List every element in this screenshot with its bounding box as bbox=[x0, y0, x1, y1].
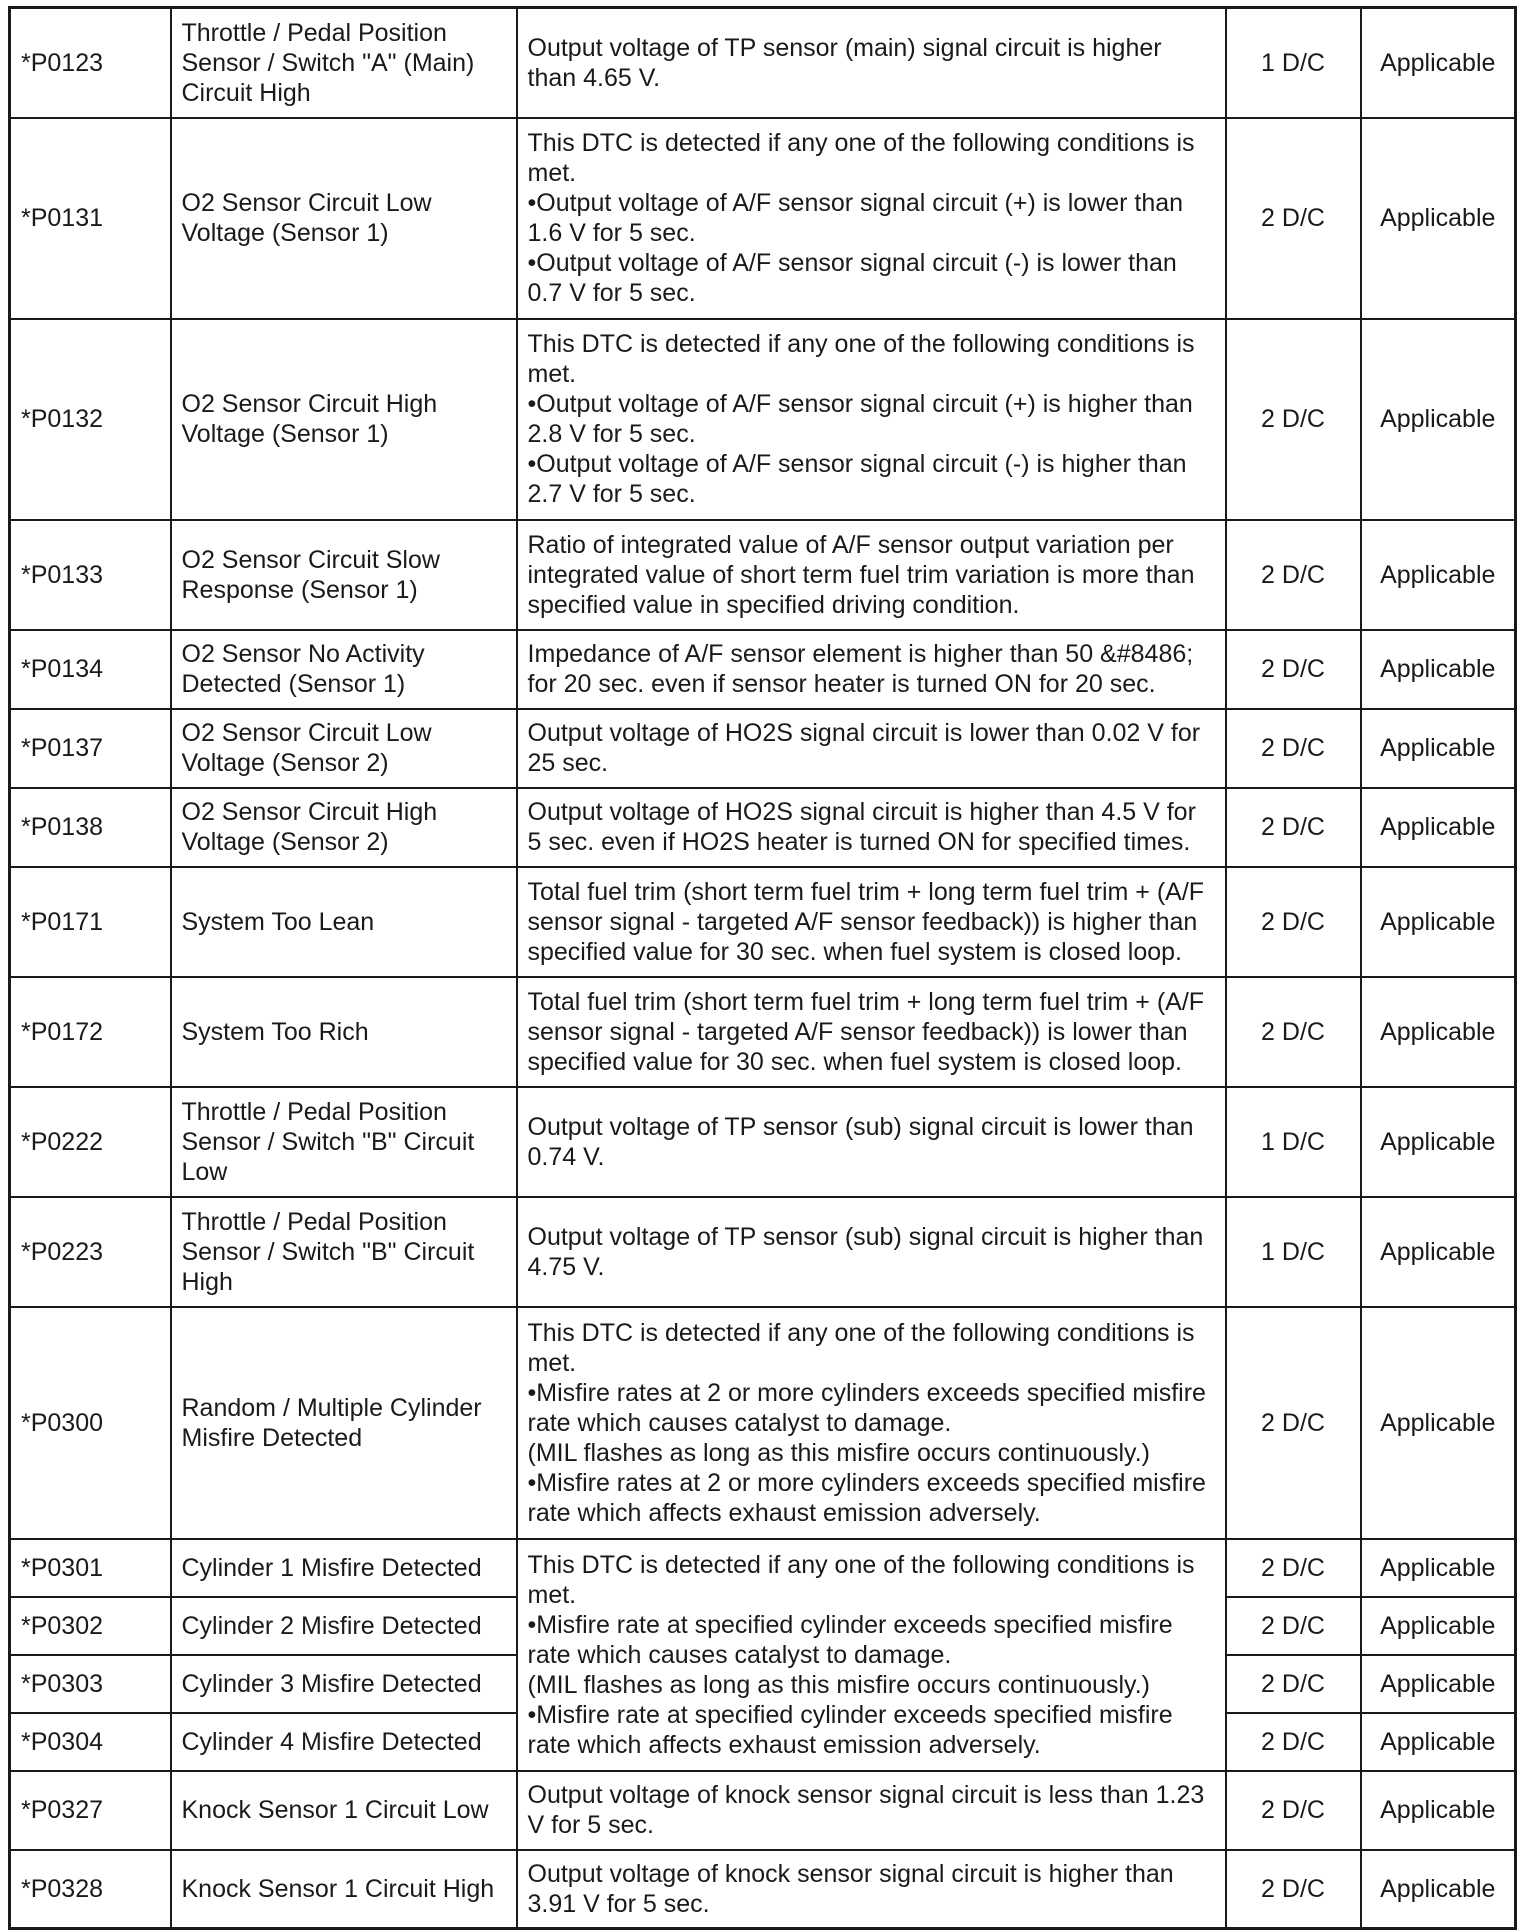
condition-line: (MIL flashes as long as this misfire occurs continuously.) bbox=[527, 1670, 1150, 1699]
dtc-name: System Too Rich bbox=[171, 977, 517, 1087]
detection-condition bbox=[517, 709, 1226, 788]
detection-condition bbox=[517, 1197, 1226, 1307]
dtc-code: *P0301 bbox=[10, 1539, 171, 1597]
trip-count: 2 D/C bbox=[1226, 520, 1361, 630]
condition-line: (MIL flashes as long as this misfire occurs continuously.) bbox=[527, 1438, 1150, 1467]
dtc-name: O2 Sensor Circuit High Voltage (Sensor 2) bbox=[171, 788, 517, 867]
condition-line: •Misfire rates at 2 or more cylinders exceeds specified misfire rate which causes catalyst to damage. bbox=[527, 1378, 1206, 1437]
table-row bbox=[10, 1197, 1516, 1307]
table-row bbox=[10, 1771, 1516, 1850]
condition-line: This DTC is detected if any one of the following conditions is met. bbox=[527, 1318, 1195, 1377]
table-row bbox=[10, 867, 1516, 977]
dtc-name: Cylinder 2 Misfire Detected bbox=[171, 1597, 517, 1655]
condition-line: •Output voltage of A/F sensor signal circuit (-) is lower than 0.7 V for 5 sec. bbox=[527, 249, 1177, 307]
trip-count: 1 D/C bbox=[1226, 8, 1361, 118]
detection-condition bbox=[517, 630, 1226, 709]
dtc-code: *P0304 bbox=[10, 1713, 171, 1771]
table-row bbox=[10, 8, 1516, 118]
condition-line: This DTC is detected if any one of the following conditions is met. bbox=[527, 129, 1195, 187]
trip-count: 2 D/C bbox=[1226, 867, 1361, 977]
condition-line: Output voltage of knock sensor signal circuit is higher than 3.91 V for 5 sec. bbox=[527, 1859, 1174, 1918]
dtc-code: *P0138 bbox=[10, 788, 171, 867]
detection-condition bbox=[517, 977, 1226, 1087]
dtc-code: *P0172 bbox=[10, 977, 171, 1087]
dtc-code: *P0303 bbox=[10, 1655, 171, 1713]
condition-line: •Output voltage of A/F sensor signal circuit (+) is higher than 2.8 V for 5 sec. bbox=[527, 390, 1193, 448]
trip-count: 2 D/C bbox=[1226, 1597, 1361, 1655]
dtc-code: *P0134 bbox=[10, 630, 171, 709]
condition-line: Total fuel trim (short term fuel trim + long term fuel trim + (A/F sensor signal - targeted A/F sensor feedback)) is lower than specified value for 30 sec. when fuel system is closed loop. bbox=[527, 987, 1205, 1076]
condition-line: Output voltage of TP sensor (main) signal circuit is higher than 4.65 V. bbox=[527, 33, 1162, 92]
detection-condition bbox=[517, 867, 1226, 977]
detection-condition bbox=[517, 520, 1226, 630]
condition-line: This DTC is detected if any one of the following conditions is met. bbox=[527, 1550, 1195, 1609]
applicability: Applicable bbox=[1361, 118, 1516, 319]
condition-line: Output voltage of knock sensor signal circuit is less than 1.23 V for 5 sec. bbox=[527, 1781, 1205, 1839]
condition-line: •Misfire rate at specified cylinder exceeds specified misfire rate which affects exhaust emission adversely. bbox=[527, 1700, 1173, 1759]
applicability: Applicable bbox=[1361, 630, 1516, 709]
table-row bbox=[10, 118, 1516, 319]
dtc-name: Throttle / Pedal Position Sensor / Switch "A" (Main) Circuit High bbox=[171, 8, 517, 118]
applicability: Applicable bbox=[1361, 1197, 1516, 1307]
dtc-code: *P0327 bbox=[10, 1771, 171, 1850]
applicability: Applicable bbox=[1361, 1655, 1516, 1713]
dtc-code: *P0300 bbox=[10, 1307, 171, 1539]
applicability: Applicable bbox=[1361, 520, 1516, 630]
trip-count: 1 D/C bbox=[1226, 1087, 1361, 1197]
trip-count: 2 D/C bbox=[1226, 1850, 1361, 1929]
dtc-name: Knock Sensor 1 Circuit High bbox=[171, 1850, 517, 1929]
condition-line: •Output voltage of A/F sensor signal circuit (-) is higher than 2.7 V for 5 sec. bbox=[527, 450, 1187, 508]
trip-count: 2 D/C bbox=[1226, 977, 1361, 1087]
applicability: Applicable bbox=[1361, 8, 1516, 118]
trip-count: 1 D/C bbox=[1226, 1197, 1361, 1307]
dtc-code: *P0328 bbox=[10, 1850, 171, 1929]
detection-condition bbox=[517, 118, 1226, 319]
table-row bbox=[10, 1087, 1516, 1197]
condition-line: Output voltage of TP sensor (sub) signal circuit is lower than 0.74 V. bbox=[527, 1112, 1194, 1171]
dtc-name: O2 Sensor No Activity Detected (Sensor 1) bbox=[171, 630, 517, 709]
applicability: Applicable bbox=[1361, 1771, 1516, 1850]
applicability: Applicable bbox=[1361, 319, 1516, 520]
applicability: Applicable bbox=[1361, 1539, 1516, 1597]
trip-count: 2 D/C bbox=[1226, 1307, 1361, 1539]
detection-condition bbox=[517, 319, 1226, 520]
trip-count: 2 D/C bbox=[1226, 1713, 1361, 1771]
dtc-name: Cylinder 4 Misfire Detected bbox=[171, 1713, 517, 1771]
dtc-name: Random / Multiple Cylinder Misfire Detected bbox=[171, 1307, 517, 1539]
dtc-table bbox=[8, 6, 1517, 1930]
trip-count: 2 D/C bbox=[1226, 1655, 1361, 1713]
condition-line: •Output voltage of A/F sensor signal circuit (+) is lower than 1.6 V for 5 sec. bbox=[527, 189, 1184, 247]
dtc-code: *P0171 bbox=[10, 867, 171, 977]
table-row bbox=[10, 630, 1516, 709]
trip-count: 2 D/C bbox=[1226, 1771, 1361, 1850]
applicability: Applicable bbox=[1361, 977, 1516, 1087]
dtc-name: Knock Sensor 1 Circuit Low bbox=[171, 1771, 517, 1850]
condition-line: Output voltage of HO2S signal circuit is lower than 0.02 V for 25 sec. bbox=[527, 719, 1201, 777]
trip-count: 2 D/C bbox=[1226, 118, 1361, 319]
applicability: Applicable bbox=[1361, 709, 1516, 788]
table-row bbox=[10, 709, 1516, 788]
applicability: Applicable bbox=[1361, 867, 1516, 977]
applicability: Applicable bbox=[1361, 1850, 1516, 1929]
trip-count: 2 D/C bbox=[1226, 630, 1361, 709]
dtc-code: *P0302 bbox=[10, 1597, 171, 1655]
dtc-name: Cylinder 1 Misfire Detected bbox=[171, 1539, 517, 1597]
dtc-code: *P0123 bbox=[10, 8, 171, 118]
dtc-name: Cylinder 3 Misfire Detected bbox=[171, 1655, 517, 1713]
dtc-name: Throttle / Pedal Position Sensor / Switch "B" Circuit High bbox=[171, 1197, 517, 1307]
detection-condition bbox=[517, 788, 1226, 867]
condition-line: •Misfire rates at 2 or more cylinders exceeds specified misfire rate which affects exhaust emission adversely. bbox=[527, 1468, 1206, 1527]
dtc-code: *P0133 bbox=[10, 520, 171, 630]
trip-count: 2 D/C bbox=[1226, 709, 1361, 788]
applicability: Applicable bbox=[1361, 1307, 1516, 1539]
table-row bbox=[10, 520, 1516, 630]
trip-count: 2 D/C bbox=[1226, 788, 1361, 867]
table-row bbox=[10, 1850, 1516, 1929]
table-row bbox=[10, 1539, 1516, 1597]
applicability: Applicable bbox=[1361, 788, 1516, 867]
condition-line: Output voltage of TP sensor (sub) signal circuit is higher than 4.75 V. bbox=[527, 1222, 1204, 1281]
dtc-name: O2 Sensor Circuit High Voltage (Sensor 1) bbox=[171, 319, 517, 520]
applicability: Applicable bbox=[1361, 1597, 1516, 1655]
table-row bbox=[10, 1307, 1516, 1539]
condition-line: This DTC is detected if any one of the following conditions is met. bbox=[527, 330, 1195, 388]
table-row bbox=[10, 788, 1516, 867]
dtc-name: Throttle / Pedal Position Sensor / Switch "B" Circuit Low bbox=[171, 1087, 517, 1197]
applicability: Applicable bbox=[1361, 1713, 1516, 1771]
table-row bbox=[10, 319, 1516, 520]
trip-count: 2 D/C bbox=[1226, 1539, 1361, 1597]
condition-line: Total fuel trim (short term fuel trim + long term fuel trim + (A/F sensor signal - targeted A/F sensor feedback)) is higher than specified value for 30 sec. when fuel system is closed loop. bbox=[527, 877, 1205, 966]
applicability: Applicable bbox=[1361, 1087, 1516, 1197]
dtc-code: *P0131 bbox=[10, 118, 171, 319]
condition-line: •Misfire rate at specified cylinder exceeds specified misfire rate which causes catalyst to damage. bbox=[527, 1610, 1173, 1669]
dtc-code: *P0137 bbox=[10, 709, 171, 788]
dtc-code: *P0223 bbox=[10, 1197, 171, 1307]
detection-condition bbox=[517, 1087, 1226, 1197]
dtc-code: *P0132 bbox=[10, 319, 171, 520]
dtc-name: O2 Sensor Circuit Low Voltage (Sensor 2) bbox=[171, 709, 517, 788]
condition-line: Impedance of A/F sensor element is higher than 50 &#8486; for 20 sec. even if sensor heater is turned ON for 20 sec. bbox=[527, 640, 1194, 698]
condition-line: Ratio of integrated value of A/F sensor output variation per integrated value of short term fuel trim variation is more than specified value in specified driving condition. bbox=[527, 530, 1195, 619]
detection-condition bbox=[517, 1850, 1226, 1929]
dtc-name: O2 Sensor Circuit Slow Response (Sensor 1) bbox=[171, 520, 517, 630]
trip-count: 2 D/C bbox=[1226, 319, 1361, 520]
dtc-name: System Too Lean bbox=[171, 867, 517, 977]
dtc-name: O2 Sensor Circuit Low Voltage (Sensor 1) bbox=[171, 118, 517, 319]
dtc-code: *P0222 bbox=[10, 1087, 171, 1197]
detection-condition bbox=[517, 1771, 1226, 1850]
table-row bbox=[10, 977, 1516, 1087]
condition-line: Output voltage of HO2S signal circuit is higher than 4.5 V for 5 sec. even if HO2S heater is turned ON for specified times. bbox=[527, 798, 1196, 856]
detection-condition bbox=[517, 8, 1226, 118]
shared-detection-condition bbox=[517, 1539, 1226, 1771]
detection-condition bbox=[517, 1307, 1226, 1539]
